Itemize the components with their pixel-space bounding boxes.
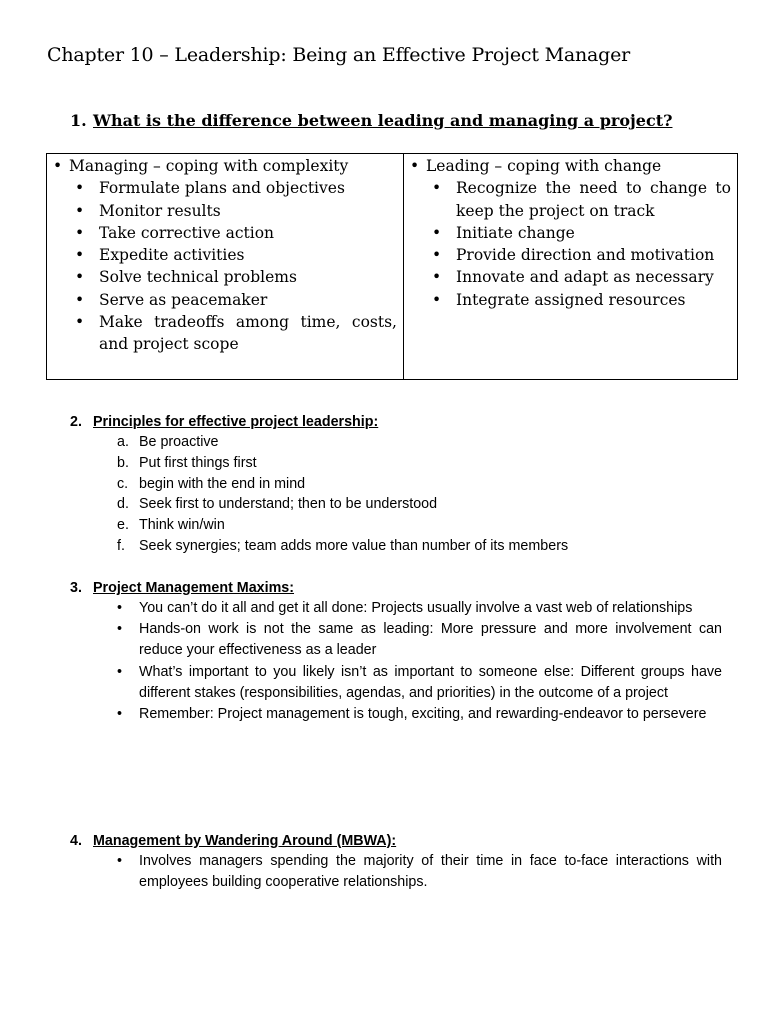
question-1-number: 1. [70,111,87,130]
managing-item: • Solve technical problems [99,266,397,288]
principle-item [117,432,568,453]
section-4 [70,831,722,893]
principle-letter: a. [117,434,129,450]
maxim-item: • What’s important to you likely isn’t as important to someone else: Different groups have different stakes (responsibilities, agendas, and priorities) in the outcome of a project [139,662,722,704]
leading-item: • Initiate change [456,222,731,244]
leading-item: • Innovate and adapt as necessary [456,266,731,288]
principle-letter: c. [117,475,129,492]
principle-item [117,453,568,474]
managing-vs-leading-table [46,153,738,380]
section-4-title: Management by Wandering Around (MBWA): [93,833,397,849]
principle-letter: f. [117,537,125,554]
principle-text: Seek synergies; team adds more value than number of its members [139,537,569,554]
managing-item: • Formulate plans and objectives [99,177,397,199]
maxim-item: • Hands-on work is not the same as leading: More pressure and more involvement can reduce your effectiveness as a leader [139,619,722,661]
principle-item [117,494,568,515]
question-1-text: What is the difference between leading and managing a project? [93,111,673,130]
section-2 [70,412,568,557]
section-2-title: Principles for effective project leadership: [93,414,379,430]
section-3-number: 3. [70,580,82,596]
managing-list [53,177,397,355]
managing-item: • Make tradeoffs among time, costs, and project scope [99,311,397,356]
principle-text: Be proactive [139,434,219,450]
managing-item: • Take corrective action [99,222,397,244]
principle-item [117,536,569,557]
managing-column [47,154,404,380]
principle-letter: e. [117,517,129,534]
leading-column [404,154,738,380]
managing-item: • Monitor results [99,200,397,222]
mbwa-item: • Involves managers spending the majority of their time in face to-face interactions with employees building cooperative relationships. [139,851,722,893]
principle-letter: d. [117,496,129,513]
section-4-heading [70,831,722,851]
principle-text: Seek first to understand; then to be understood [139,496,438,513]
leading-heading: • Leading – coping with change [410,155,731,177]
principles-list [70,432,568,557]
principle-text: Put first things first [139,454,257,471]
section-3 [70,578,722,725]
principle-letter: b. [117,454,129,471]
leading-item: • Integrate assigned resources [456,289,731,311]
managing-item: • Expedite activities [99,244,397,266]
principle-item [117,515,568,536]
question-1-heading [70,111,672,130]
principle-text: begin with the end in mind [139,475,306,492]
mbwa-list [70,851,722,893]
managing-item: • Serve as peacemaker [99,289,397,311]
maxim-item: • You can’t do it all and get it all done: Projects usually involve a vast web of relationships [139,598,722,619]
leading-item: • Provide direction and motivation [456,244,731,266]
page-title: Chapter 10 – Leadership: Being an Effective Project Manager [47,44,631,66]
leading-list [410,177,731,311]
section-4-number: 4. [70,833,82,849]
maxim-item: • Remember: Project management is tough, exciting, and rewarding-endeavor to persevere [139,704,722,725]
maxims-list [70,598,722,725]
managing-heading: • Managing – coping with complexity [53,155,397,177]
section-3-title: Project Management Maxims: [93,580,295,596]
leading-item: • Recognize the need to change to keep the project on track [456,177,731,222]
section-2-heading [70,412,568,432]
principle-text: Think win/win [139,517,225,534]
principle-item [117,474,568,495]
section-3-heading [70,578,722,598]
section-2-number: 2. [70,414,82,430]
